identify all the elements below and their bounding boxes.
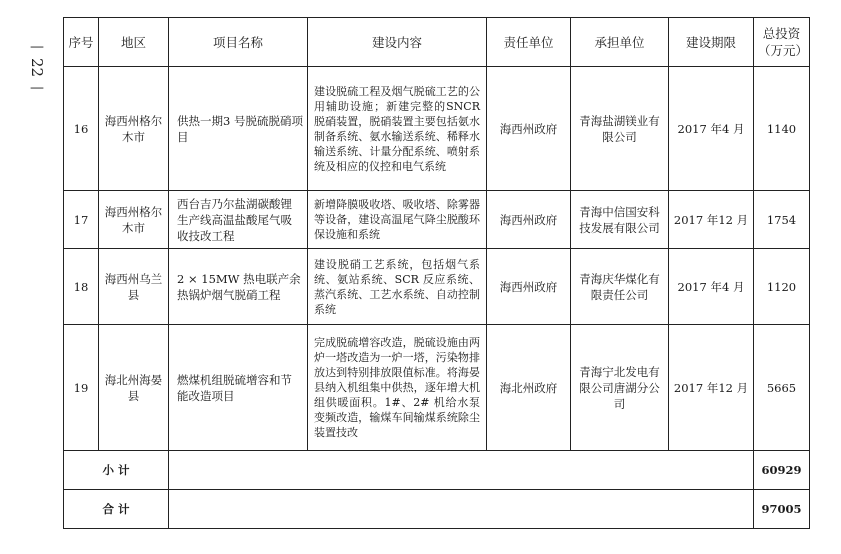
cell-region: 海北州海晏县	[99, 325, 169, 451]
header-responsible: 责任单位	[487, 18, 571, 67]
cell-project: 2 × 15MW 热电联产余热锅炉烟气脱硝工程	[169, 249, 308, 325]
header-content: 建设内容	[308, 18, 487, 67]
header-region: 地区	[99, 18, 169, 67]
table-row	[64, 249, 810, 325]
table-header-row	[64, 18, 810, 67]
cell-region: 海西州格尔木市	[99, 191, 169, 249]
cell-undertaker: 青海中信国安科技发展有限公司	[571, 191, 669, 249]
page-number-value: 22	[28, 58, 46, 78]
cell-seq: 17	[64, 191, 99, 249]
cell-responsible: 海西州政府	[487, 67, 571, 191]
subtotal-investment: 60929	[754, 451, 810, 490]
cell-region: 海西州格尔木市	[99, 67, 169, 191]
cell-period: 2017 年4 月	[669, 249, 754, 325]
subtotal-empty	[169, 451, 754, 490]
table-row	[64, 191, 810, 249]
header-project: 项目名称	[169, 18, 308, 67]
cell-undertaker: 青海盐湖镁业有限公司	[571, 67, 669, 191]
cell-responsible: 海西州政府	[487, 249, 571, 325]
project-table	[63, 17, 810, 529]
cell-seq: 19	[64, 325, 99, 451]
cell-period: 2017 年4 月	[669, 67, 754, 191]
table-row	[64, 67, 810, 191]
cell-undertaker: 青海宁北发电有限公司唐湖分公司	[571, 325, 669, 451]
header-investment	[754, 18, 810, 67]
total-row	[64, 490, 810, 529]
subtotal-row	[64, 451, 810, 490]
cell-content: 建设脱硝工艺系统，包括烟气系统、氨站系统、SCR 反应系统、蒸汽系统、工艺水系统、自动控制系统	[308, 249, 487, 325]
cell-region: 海西州乌兰县	[99, 249, 169, 325]
header-undertaker: 承担单位	[571, 18, 669, 67]
cell-seq: 16	[64, 67, 99, 191]
header-seq: 序号	[64, 18, 99, 67]
cell-responsible: 海西州政府	[487, 191, 571, 249]
page-number-dash-bottom: —	[30, 80, 44, 97]
total-investment: 97005	[754, 490, 810, 529]
cell-investment: 1120	[754, 249, 810, 325]
cell-period: 2017 年12 月	[669, 191, 754, 249]
cell-responsible: 海北州政府	[487, 325, 571, 451]
cell-content: 完成脱硫增容改造，脱硫设施由两炉一塔改造为一炉一塔，污染物排放达到特别排放限值标准。将海晏县纳入机组集中供热，逐年增大机组供暖面积。1#、2# 机给水泵变频改造，输煤车间输煤系统除尘装置技改	[308, 325, 487, 451]
cell-undertaker: 青海庆华煤化有限责任公司	[571, 249, 669, 325]
cell-seq: 18	[64, 249, 99, 325]
cell-project: 西台吉乃尔盐湖碳酸锂生产线高温盐酸尾气吸收技改工程	[169, 191, 308, 249]
cell-project: 供热一期3 号脱硫脱硝项目	[169, 67, 308, 191]
cell-project: 燃煤机组脱硫增容和节能改造项目	[169, 325, 308, 451]
header-investment-line2: （万元）	[758, 43, 809, 58]
cell-investment: 1754	[754, 191, 810, 249]
page-number	[22, 40, 52, 120]
cell-period: 2017 年12 月	[669, 325, 754, 451]
cell-investment: 5665	[754, 325, 810, 451]
page-number-dash-top: —	[30, 39, 44, 55]
subtotal-label: 小 计	[64, 451, 169, 490]
header-period: 建设期限	[669, 18, 754, 67]
table-row	[64, 325, 810, 451]
total-empty	[169, 490, 754, 529]
cell-content: 建设脱硫工程及烟气脱硫工艺的公用辅助设施；新建完整的SNCR 脱硝装置，脱硝装置主要包括氨水制备系统、氨水输送系统、稀释水输送系统、计量分配系统、喷射系统及相应的仪控和电气系统	[308, 67, 487, 191]
total-label: 合 计	[64, 490, 169, 529]
header-investment-line1: 总投资	[762, 26, 801, 41]
cell-investment: 1140	[754, 67, 810, 191]
cell-content: 新增降膜吸收塔、吸收塔、除雾器等设备，建设高温尾气降尘脱酸环保设施和系统	[308, 191, 487, 249]
